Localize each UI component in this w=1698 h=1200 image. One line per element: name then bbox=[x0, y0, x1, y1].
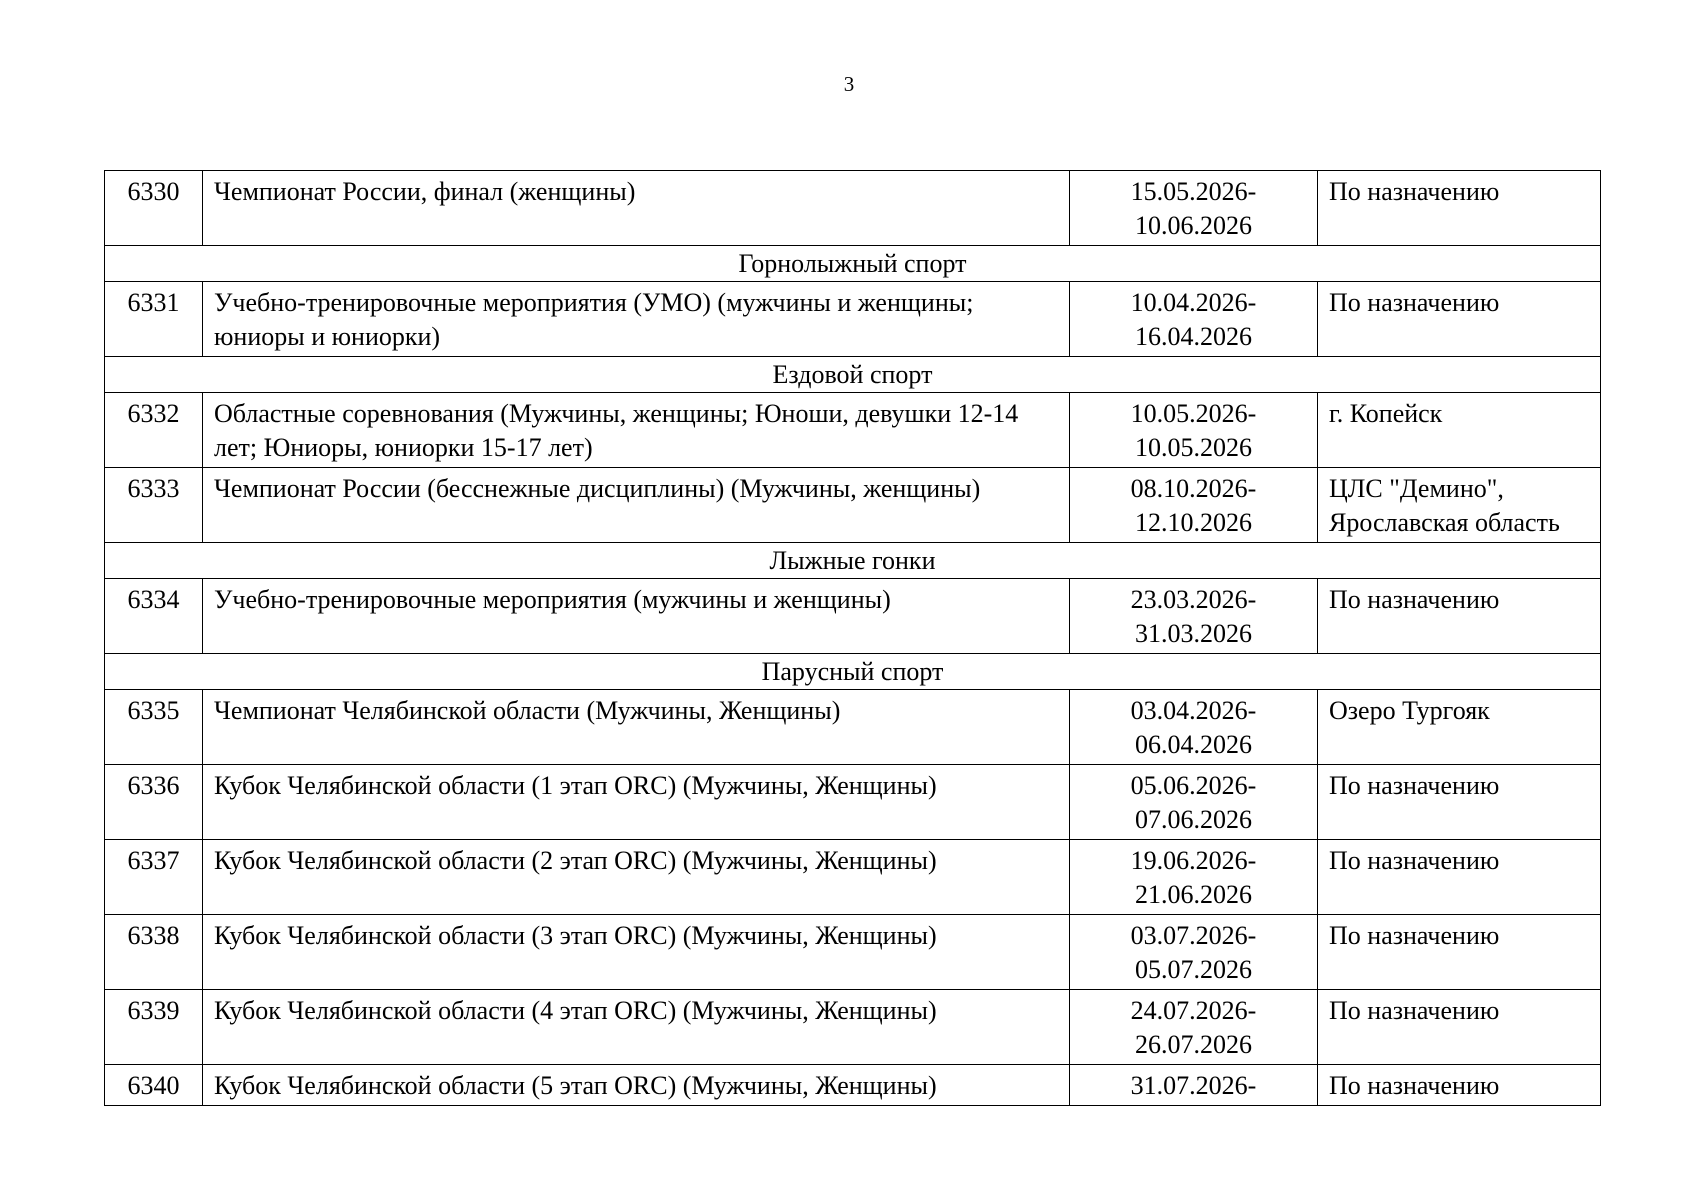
event-id: 6336 bbox=[105, 765, 203, 840]
event-dates bbox=[1070, 690, 1318, 765]
event-name: Областные соревнования (Мужчины, женщины; Юноши, девушки 12-14 лет; Юниоры, юниорки 15-17 лет) bbox=[203, 393, 1070, 468]
event-name: Кубок Челябинской области (4 этап ORC) (Мужчины, Женщины) bbox=[203, 990, 1070, 1065]
page-number: 3 bbox=[843, 72, 855, 96]
event-venue: По назначению bbox=[1318, 1065, 1601, 1106]
date-end: 26.07.2026 bbox=[1135, 1030, 1252, 1059]
event-dates bbox=[1070, 171, 1318, 246]
event-name: Чемпионат России, финал (женщины) bbox=[203, 171, 1070, 246]
event-venue: ЦЛС "Демино", Ярославская область bbox=[1318, 468, 1601, 543]
date-end: 16.04.2026 bbox=[1135, 322, 1252, 351]
event-id: 6340 bbox=[105, 1065, 203, 1106]
date-start: 08.10.2026- bbox=[1130, 474, 1257, 503]
date-start: 19.06.2026- bbox=[1130, 846, 1257, 875]
event-name: Кубок Челябинской области (2 этап ORC) (Мужчины, Женщины) bbox=[203, 840, 1070, 915]
section-title: Парусный спорт bbox=[105, 654, 1601, 690]
table-row bbox=[105, 393, 1601, 468]
table-row bbox=[105, 282, 1601, 357]
event-dates bbox=[1070, 915, 1318, 990]
section-header-row bbox=[105, 357, 1601, 393]
event-dates bbox=[1070, 990, 1318, 1065]
event-venue: По назначению bbox=[1318, 765, 1601, 840]
date-start: 03.07.2026- bbox=[1130, 921, 1257, 950]
event-dates bbox=[1070, 282, 1318, 357]
table-row bbox=[105, 171, 1601, 246]
table-row bbox=[105, 1065, 1601, 1106]
date-end: 06.04.2026 bbox=[1135, 730, 1252, 759]
event-name: Чемпионат России (бесснежные дисциплины) (Мужчины, женщины) bbox=[203, 468, 1070, 543]
date-start: 05.06.2026- bbox=[1130, 771, 1257, 800]
event-id: 6339 bbox=[105, 990, 203, 1065]
table-row bbox=[105, 840, 1601, 915]
event-name: Кубок Челябинской области (1 этап ORC) (Мужчины, Женщины) bbox=[203, 765, 1070, 840]
section-header-row bbox=[105, 543, 1601, 579]
table-row bbox=[105, 765, 1601, 840]
event-venue: По назначению bbox=[1318, 915, 1601, 990]
table-row bbox=[105, 468, 1601, 543]
date-end: 10.05.2026 bbox=[1135, 433, 1252, 462]
event-id: 6332 bbox=[105, 393, 203, 468]
event-dates bbox=[1070, 393, 1318, 468]
section-title: Лыжные гонки bbox=[105, 543, 1601, 579]
event-name: Учебно-тренировочные мероприятия (мужчины и женщины) bbox=[203, 579, 1070, 654]
table-row bbox=[105, 579, 1601, 654]
event-id: 6338 bbox=[105, 915, 203, 990]
table-row bbox=[105, 990, 1601, 1065]
events-table bbox=[104, 170, 1601, 1106]
event-name: Учебно-тренировочные мероприятия (УМО) (мужчины и женщины; юниоры и юниорки) bbox=[203, 282, 1070, 357]
date-start: 15.05.2026- bbox=[1130, 177, 1257, 206]
event-id: 6330 bbox=[105, 171, 203, 246]
date-end: 12.10.2026 bbox=[1135, 508, 1252, 537]
date-start: 31.07.2026- bbox=[1130, 1071, 1257, 1100]
date-start: 23.03.2026- bbox=[1130, 585, 1257, 614]
date-end: 07.06.2026 bbox=[1135, 805, 1252, 834]
event-id: 6335 bbox=[105, 690, 203, 765]
section-header-row bbox=[105, 654, 1601, 690]
event-name: Кубок Челябинской области (5 этап ORC) (Мужчины, Женщины) bbox=[203, 1065, 1070, 1106]
section-header-row bbox=[105, 246, 1601, 282]
date-start: 10.05.2026- bbox=[1130, 399, 1257, 428]
event-id: 6333 bbox=[105, 468, 203, 543]
event-id: 6337 bbox=[105, 840, 203, 915]
date-end: 31.03.2026 bbox=[1135, 619, 1252, 648]
event-venue: По назначению bbox=[1318, 171, 1601, 246]
event-venue: По назначению bbox=[1318, 579, 1601, 654]
event-venue: По назначению bbox=[1318, 990, 1601, 1065]
event-name: Кубок Челябинской области (3 этап ORC) (Мужчины, Женщины) bbox=[203, 915, 1070, 990]
event-dates bbox=[1070, 468, 1318, 543]
date-end: 10.06.2026 bbox=[1135, 211, 1252, 240]
event-id: 6331 bbox=[105, 282, 203, 357]
section-title: Ездовой спорт bbox=[105, 357, 1601, 393]
event-venue: г. Копейск bbox=[1318, 393, 1601, 468]
event-dates bbox=[1070, 840, 1318, 915]
event-venue: По назначению bbox=[1318, 840, 1601, 915]
date-start: 10.04.2026- bbox=[1130, 288, 1257, 317]
table-row bbox=[105, 690, 1601, 765]
event-dates bbox=[1070, 1065, 1318, 1106]
event-venue: По назначению bbox=[1318, 282, 1601, 357]
date-end: 05.07.2026 bbox=[1135, 955, 1252, 984]
event-name: Чемпионат Челябинской области (Мужчины, Женщины) bbox=[203, 690, 1070, 765]
date-start: 03.04.2026- bbox=[1130, 696, 1257, 725]
event-dates bbox=[1070, 579, 1318, 654]
event-dates bbox=[1070, 765, 1318, 840]
events-table-body bbox=[105, 171, 1601, 1106]
date-start: 24.07.2026- bbox=[1130, 996, 1257, 1025]
event-venue: Озеро Тургояк bbox=[1318, 690, 1601, 765]
section-title: Горнолыжный спорт bbox=[105, 246, 1601, 282]
event-id: 6334 bbox=[105, 579, 203, 654]
date-end: 21.06.2026 bbox=[1135, 880, 1252, 909]
table-row bbox=[105, 915, 1601, 990]
